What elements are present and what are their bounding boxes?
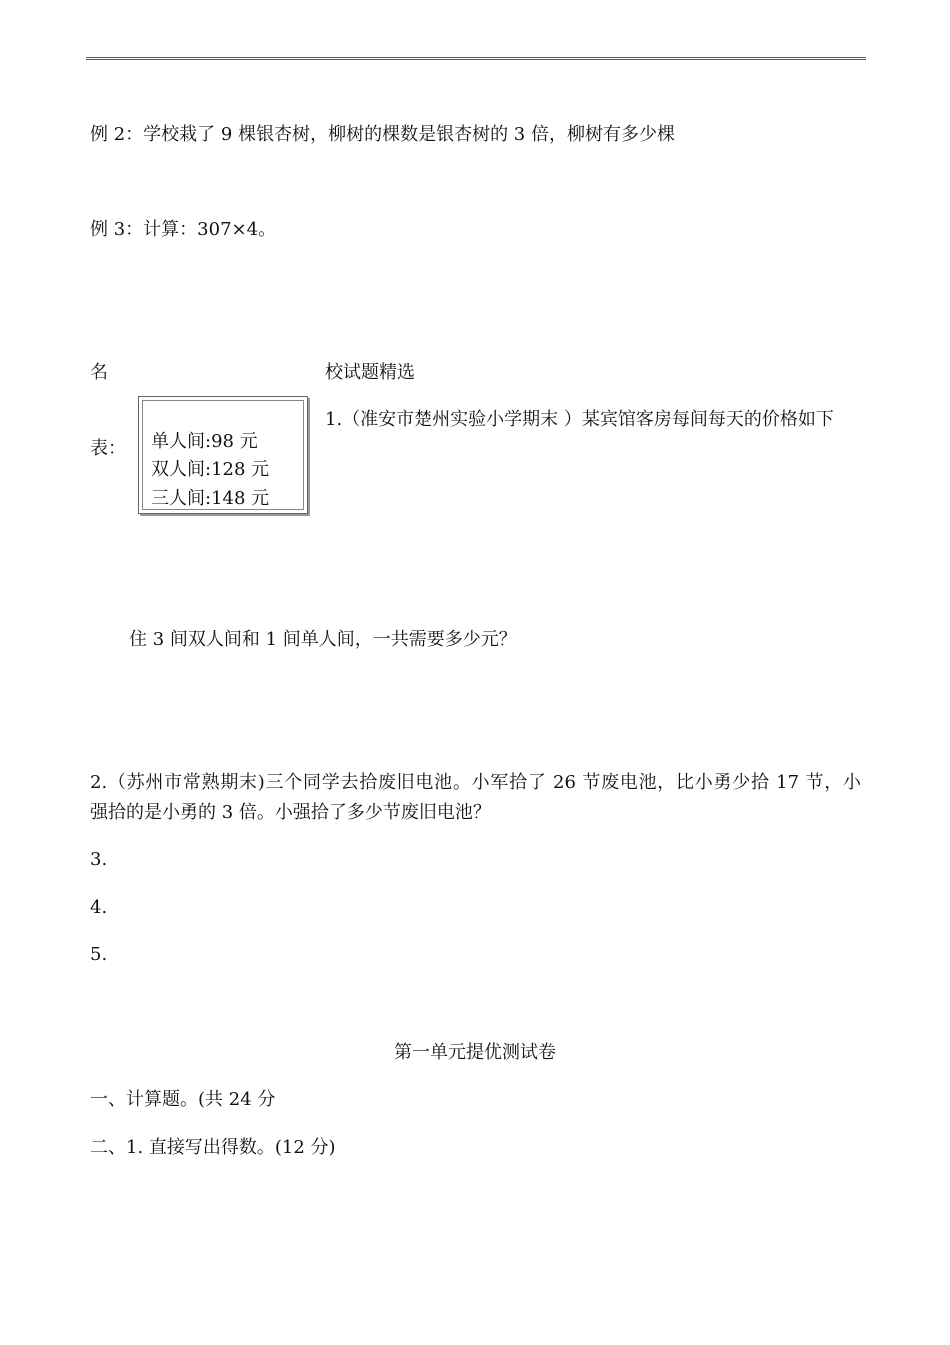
- example-2-text: 例 2：学校栽了 9 棵银杏树，柳树的棵数是银杏树的 3 倍，柳树有多少棵: [90, 124, 675, 145]
- price-double-room: 双人间:128 元: [151, 459, 270, 480]
- problem-1-question: 住 3 间双人间和 1 间单人间，一共需要多少元？: [129, 629, 517, 650]
- problem-number-4: 4.: [90, 897, 108, 918]
- example-3-text: 例 3：计算：307×4。: [90, 219, 277, 240]
- problem-2-line-2: 强拾的是小勇的 3 倍。小强拾了多少节废旧电池？: [90, 802, 491, 823]
- price-table: [138, 396, 308, 514]
- name-char: 名: [90, 362, 108, 383]
- problem-1-intro: 1.（准安市楚州实验小学期末 ）某宾馆客房每间每天的价格如下: [325, 409, 834, 430]
- price-single-room: 单人间:98 元: [151, 431, 258, 452]
- problem-number-5: 5.: [90, 944, 108, 965]
- price-triple-room: 三人间:148 元: [151, 488, 270, 509]
- problem-2-line-1: 2.（苏州市常熟期末)三个同学去拾废旧电池。小军拾了 26 节废电池，比小勇少拾 17 节，小: [90, 772, 861, 793]
- part-2-heading: 二、1. 直接写出得数。(12 分): [90, 1137, 336, 1158]
- part-1-heading: 一、计算题。(共 24 分: [90, 1089, 276, 1110]
- section-heading: 校试题精选: [325, 362, 415, 383]
- unit-test-title: 第一单元提优测试卷: [394, 1042, 556, 1063]
- problem-number-3: 3.: [90, 849, 108, 870]
- table-label: 表：: [90, 438, 126, 459]
- header-rule: [86, 57, 866, 60]
